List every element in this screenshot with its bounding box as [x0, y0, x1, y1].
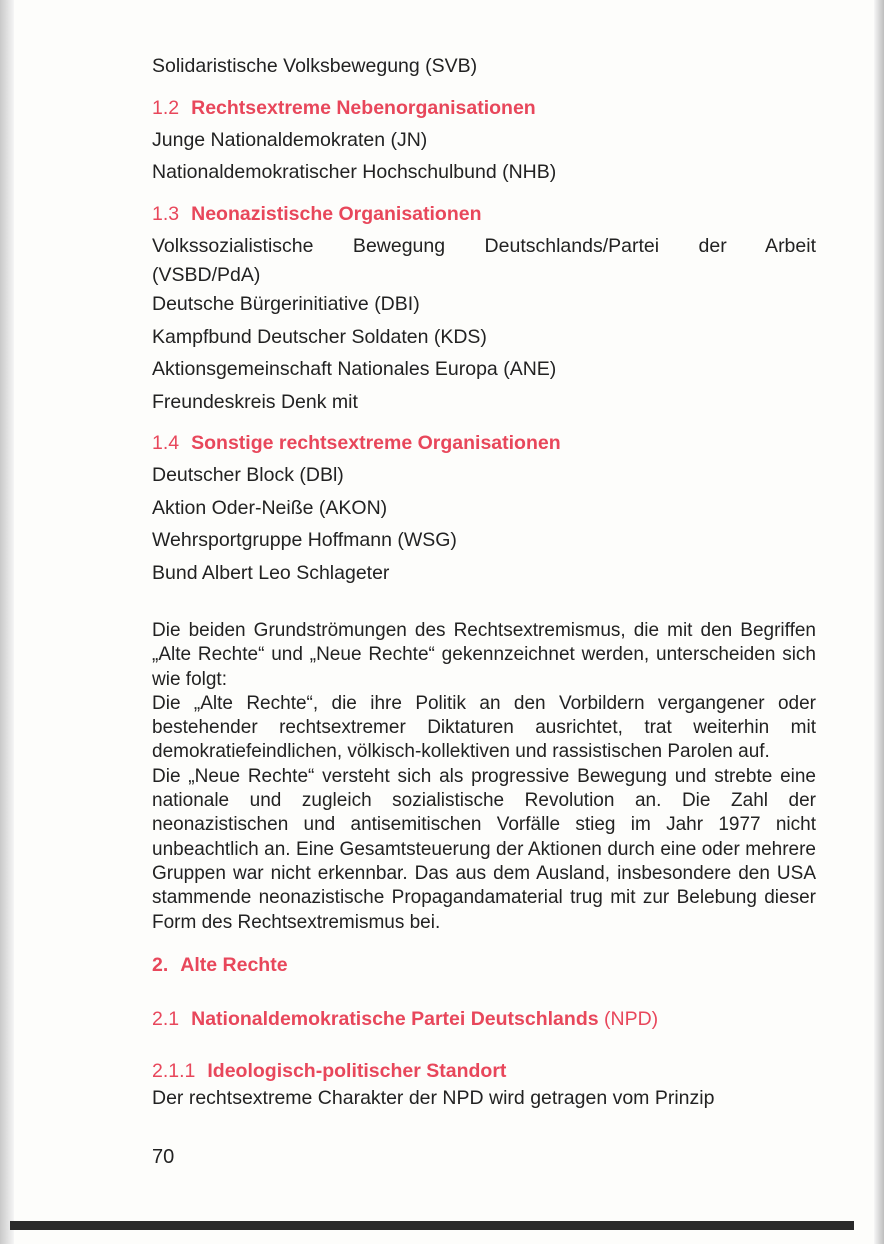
section-heading-1-3: [152, 198, 816, 230]
section-title: Nationaldemokratische Partei Deutschlands: [191, 1007, 599, 1030]
section-title: Alte Rechte: [180, 953, 288, 976]
section-heading-2-1: [152, 1003, 816, 1035]
section-heading-1-4: [152, 427, 816, 459]
org-item: Solidaristische Volksbewegung (SVB): [152, 55, 478, 77]
section-number: 1.2: [152, 96, 180, 119]
section-number: 1.4: [152, 432, 180, 454]
org-item: Deutscher Block (DBl): [152, 464, 344, 486]
org-item: Kampfbund Deutscher Soldaten (KDS): [152, 325, 487, 348]
section-number: 1.3: [152, 202, 180, 225]
org-item: Junge Nationaldemokraten (JN): [152, 128, 428, 151]
paragraph: Die „Alte Rechte“, die ihre Politik an den Vorbildern vergangener oder bestehender rechtsextremer Diktaturen ausrichtet, trat weiterhin mit demokratiefeindlichen, völkisch-kollektiven und rassistischen Parolen auf.: [152, 692, 816, 763]
org-item: Aktion Oder-Neiße (AKON): [152, 496, 388, 519]
org-item: Bund Albert Leo Schlageter: [152, 561, 390, 584]
paragraph: Die beiden Grundströmungen des Rechtsextremismus, die mit den Begriffen „Alte Rechte“ und „Neue Rechte“ gekennzeichnet werden, unterscheiden sich wie folgt:: [152, 620, 816, 690]
body-line: Der rechtsextreme Charakter der NPD wird getragen vom Prinzip: [152, 1086, 715, 1109]
binding-shadow: [0, 0, 14, 1244]
org-item: Deutsche Bürgerinitiative (DBI): [152, 293, 420, 315]
section-number: 2.1.1: [152, 1059, 196, 1082]
org-item: Freundeskreis Denk mit: [152, 390, 358, 413]
scan-bottom-bar: [10, 1221, 854, 1230]
org-item: Aktionsgemeinschaft Nationales Europa (ANE): [152, 358, 557, 380]
org-item: Nationaldemokratischer Hochschulbund (NHB): [152, 161, 557, 183]
section-heading-2-1-1: [152, 1057, 816, 1085]
page-edge-shadow: [874, 0, 884, 1244]
section-title: Neonazistische Organisationen: [191, 202, 482, 225]
org-item: (VSBD/PdA): [152, 264, 261, 286]
section-title: Sonstige rechtsextreme Organisationen: [191, 432, 561, 454]
section-title-suffix: (NPD): [604, 1007, 659, 1030]
section-number: 2.: [152, 953, 169, 976]
page-content: [152, 50, 816, 1111]
paragraph: Die „Neue Rechte“ versteht sich als progressive Bewegung und strebte eine nationale und zugleich sozialistische Revolution an. Die Zahl der neonazistischen und antisemitischen Vorfälle stieg im Jahr 1977 nicht unbeachtlich an. Eine Gesamtsteuerung der Aktionen durch eine oder mehrere Gruppen war nicht erkennbar. Das aus dem Ausland, insbesondere den USA stammende neonazistische Propagandamaterial trug mit zur Belebung dieser Form des Rechtsextremismus bei.: [152, 765, 816, 933]
section-heading-2: [152, 949, 816, 981]
section-heading-1-2: [152, 92, 816, 124]
org-item: Volkssozialistische Bewegung Deutschlands/Partei der Arbeit: [152, 234, 816, 257]
page-number: 70: [152, 1146, 175, 1168]
org-item: Wehrsportgruppe Hoffmann (WSG): [152, 529, 457, 551]
section-title: Rechtsextreme Nebenorganisationen: [191, 96, 536, 119]
body-text: [152, 619, 816, 935]
section-number: 2.1: [152, 1007, 180, 1030]
section-title: Ideologisch-politischer Standort: [207, 1059, 507, 1082]
